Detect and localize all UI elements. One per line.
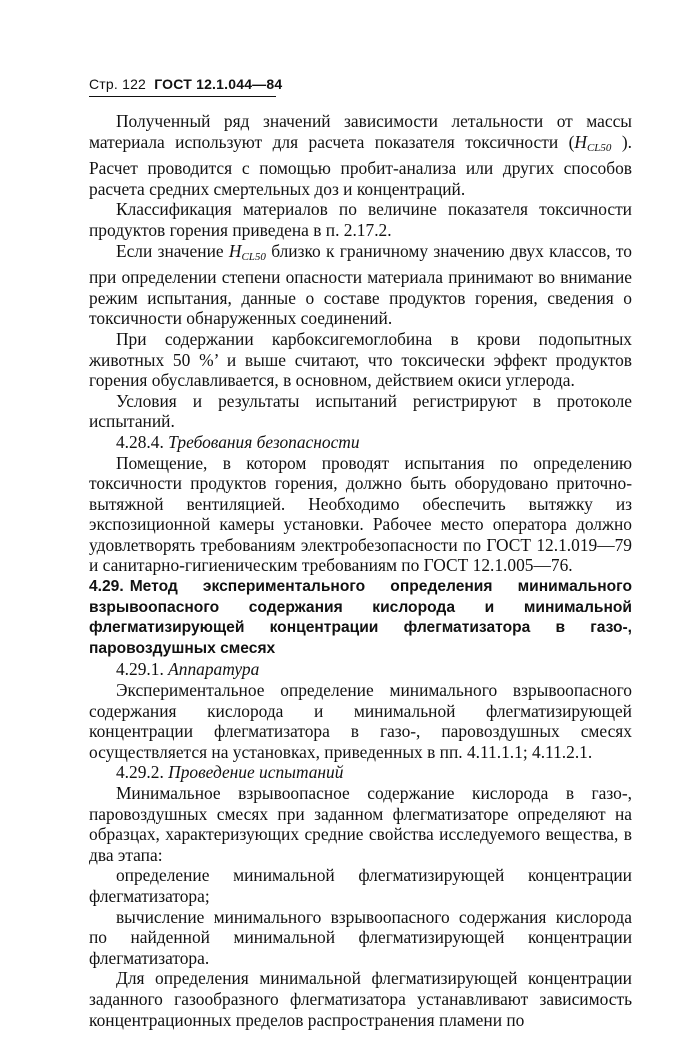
subsection-number: 4.29.1. xyxy=(115,659,164,680)
paragraph-safety: Помещение, в котором проводят испытания по определению токсичности продуктов горения, должно быть оборудовано приточно-вытяжной вентиляцией. Необходимо обеспечить вытяжку из экспозиционной камеры установки. Рабочее место оператора должно удовлетворять требованиям электробезопасности по ГОСТ 12.1.019—79 и санитарно-гигиеническим требованиям по ГОСТ 12.1.005—76. xyxy=(89,452,632,576)
symbol-subscript: CL50 xyxy=(241,250,266,263)
symbol-h: H xyxy=(574,131,587,152)
subsection-4-29-1-heading xyxy=(89,659,632,680)
document-body xyxy=(89,111,632,1030)
paragraph-protocol: Условия и результаты испытаний регистрируют в протоколе испытаний. xyxy=(89,390,632,432)
subsection-number: 4.28.4. xyxy=(115,431,164,452)
paragraph-limits: Для определения минимальной флегматизирующей концентрации заданного газообразного флегматизатора устанавливают зависимость концентрационных пределов распространения пламени по xyxy=(89,968,632,1030)
subsection-title: Требования безопасности xyxy=(168,431,360,452)
section-number: 4.29. xyxy=(89,578,124,596)
page-label: Стр. 122 xyxy=(89,76,147,92)
running-head xyxy=(89,76,282,92)
section-title: Метод экспериментального определения минимального взрывоопасного содержания кислорода и минимальной флегматизирующей концентрации флегматизатора в газо-, паровоздушных смесях xyxy=(89,578,632,657)
list-item-calculation: вычисление минимального взрывоопасного содержания кислорода по найденной минимальной флегматизирующей концентрации флегматизатора. xyxy=(89,906,632,968)
standard-number: ГОСТ 12.1.044—84 xyxy=(154,76,283,92)
subsection-title: Проведение испытаний xyxy=(168,762,344,783)
list-item-determination: определение минимальной флегматизирующей концентрации флегматизатора; xyxy=(89,865,632,906)
section-4-29-heading xyxy=(89,577,632,659)
paragraph-apparatus: Экспериментальное определение минимального взрывоопасного содержания кислорода и минимальной флегматизирующей концентрации флегматизатора в газо-, паровоздушных смесях осуществляется на установках, приведенных в пп. 4.11.1.1; 4.11.2.1. xyxy=(89,680,632,762)
paragraph-text: Если значение xyxy=(115,240,229,261)
paragraph-stages-intro: Минимальное взрывоопасное содержание кислорода в газо-, паровоздушных смесях при заданном флегматизаторе определяют на образцах, характеризующих средние свойства исследуемого вещества, в два этапа: xyxy=(89,783,632,865)
paragraph-text: близко к граничному значению двух классов, то при определении степени опасности материала принимают во внимание режим испытания, данные о составе продуктов горения, сведения о токсичности обнаруженных соединений. xyxy=(89,240,632,329)
paragraph-boundary xyxy=(89,241,632,329)
paragraph-lethality xyxy=(89,111,632,199)
paragraph-text: Полученный ряд значений зависимости летальности от массы материала используют для расчета показателя токсичности ( xyxy=(89,111,632,152)
subsection-4-28-4-heading xyxy=(89,432,632,453)
paragraph-classification: Классификация материалов по величине показателя токсичности продуктов горения приведена в п. 2.17.2. xyxy=(89,199,632,240)
paragraph-text: ). Расчет проводится с помощью пробит-анализа или других способов расчета средних смертельных доз и концентраций. xyxy=(89,131,632,199)
subsection-number: 4.29.2. xyxy=(115,762,164,783)
paragraph-carboxyhemoglobin: При содержании карбоксигемоглобина в крови подопытных животных 50 %’ и выше считают, что токсически эффект продуктов горения обуславливается, в основном, действием окиси углерода. xyxy=(89,328,632,391)
symbol-subscript: CL50 xyxy=(586,141,612,154)
subsection-title: Аппаратура xyxy=(168,659,260,680)
symbol-h: H xyxy=(228,240,242,261)
page-header xyxy=(89,76,632,98)
subsection-4-29-2-heading xyxy=(89,762,632,783)
header-rule xyxy=(89,96,276,97)
